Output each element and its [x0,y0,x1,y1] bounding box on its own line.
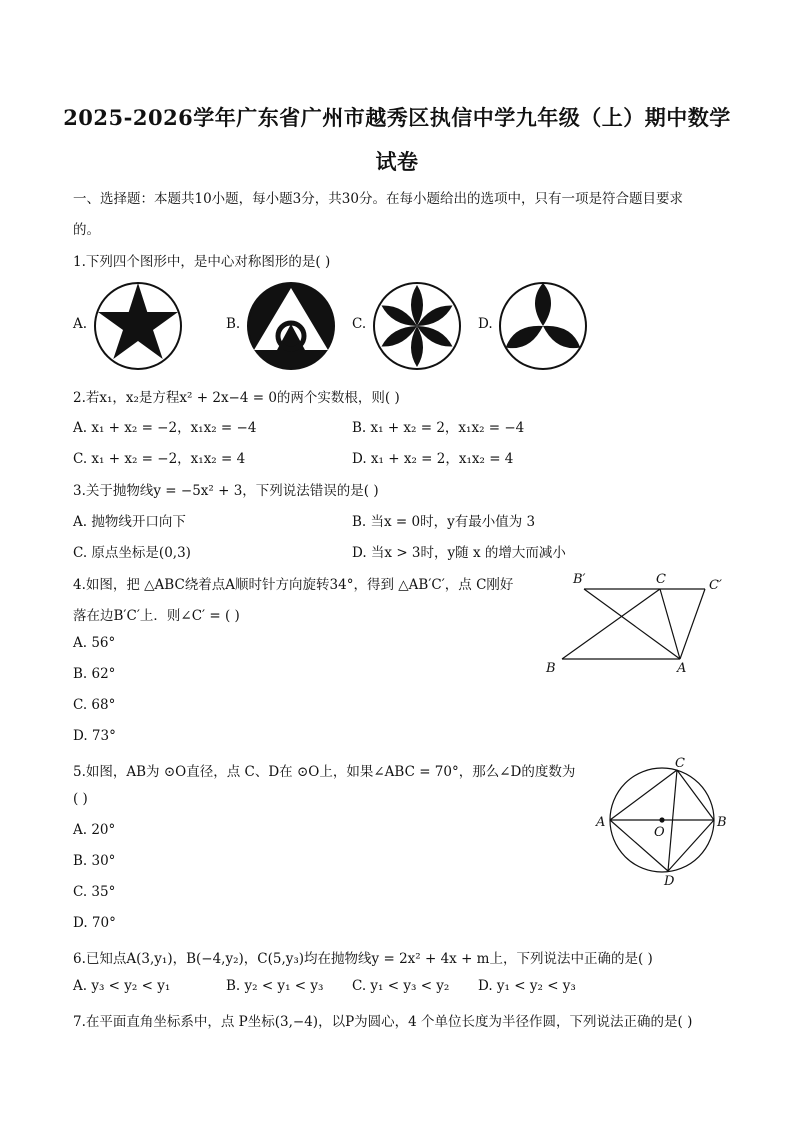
question-2-stem: 2.若x₁，x₂是方程x² + 2x−4 = 0的两个实数根，则( ) [73,390,400,406]
q4-label-b: B [546,661,556,676]
q5-label-a: A [596,815,606,830]
q1-figure-a-star-in-circle [92,280,184,372]
q5-label-b: B [717,815,727,830]
q4-option-a: A. 56° [73,635,116,651]
q1-figure-c-six-petal-flower [371,280,463,372]
q4-rotation-figure [540,566,740,678]
q4-label-c: C [656,572,666,587]
section-instructions-cont: 的。 [73,222,100,238]
q5-option-a: A. 20° [73,822,116,838]
q2-option-a: A. x₁ + x₂ = −2，x₁x₂ = −4 [73,420,257,436]
q1-option-d-label: D. [478,316,493,332]
q6-option-d: D. y₁ < y₂ < y₃ [478,978,576,994]
q3-option-c: C. 原点坐标是(0,3) [73,545,191,561]
question-3-stem: 3.关于抛物线y = −5x² + 3，下列说法错误的是( ) [73,483,379,499]
question-7-stem: 7.在平面直角坐标系中，点 P坐标(3,−4)，以P为圆心，4 个单位长度为半径作圆，下列说法正确的是( ) [73,1014,693,1030]
q4-option-c: C. 68° [73,697,116,713]
q5-circle-figure [590,754,736,890]
q4-option-d: D. 73° [73,728,116,744]
question-5-stem: 5.如图，AB为 ⊙O直径，点 C、D在 ⊙O上，如果∠ABC = 70°，那么∠D的度数为 [73,764,576,780]
question-5-stem-cont: ( ) [73,791,88,807]
q4-option-b: B. 62° [73,666,116,682]
q6-option-b: B. y₂ < y₁ < y₃ [226,978,324,994]
q5-option-b: B. 30° [73,853,116,869]
question-4-stem-cont: 落在边B′C′上．则∠C′ = ( ) [73,608,240,624]
question-6-stem: 6.已知点A(3,y₁)，B(−4,y₂)，C(5,y₃)均在抛物线y = 2x² + 4x + m上，下列说法中正确的是( ) [73,951,653,967]
q4-label-c-prime: C′ [709,578,722,593]
q5-label-o: O [654,825,665,840]
question-1-stem: 1.下列四个图形中，是中心对称图形的是( ) [73,254,331,270]
q3-option-d: D. 当x > 3时，y随 x 的增大而减小 [352,545,566,561]
q3-option-b: B. 当x = 0时，y有最小值为 3 [352,514,536,530]
q4-label-b-prime: B′ [573,572,586,587]
q5-label-d: D [664,874,675,889]
q6-option-c: C. y₁ < y₃ < y₂ [352,978,450,994]
q3-option-a: A. 抛物线开口向下 [73,514,186,530]
q5-label-c: C [675,756,685,771]
section-instructions: 一、选择题：本题共10小题，每小题3分，共30分。在每小题给出的选项中，只有一项是符合题目要求 [73,191,683,207]
question-4-stem: 4.如图，把 △ABC绕着点A顺时针方向旋转34°，得到 △AB′C′，点 C刚好 [73,577,514,593]
q1-option-b-label: B. [226,316,241,332]
q1-figure-d-three-petal [497,280,589,372]
q1-figure-b-triangle-in-circle [245,280,337,372]
q4-label-a: A [677,661,687,676]
q2-option-b: B. x₁ + x₂ = 2，x₁x₂ = −4 [352,420,525,436]
q2-option-c: C. x₁ + x₂ = −2，x₁x₂ = 4 [73,451,246,467]
q1-option-a-label: A. [73,316,88,332]
q5-option-d: D. 70° [73,915,116,931]
page-title: 2025-2026学年广东省广州市越秀区执信中学九年级（上）期中数学 [63,105,731,130]
q1-option-c-label: C. [352,316,367,332]
page-title-line2: 试卷 [375,149,419,174]
q2-option-d: D. x₁ + x₂ = 2，x₁x₂ = 4 [352,451,514,467]
q6-option-a: A. y₃ < y₂ < y₁ [73,978,171,994]
q5-option-c: C. 35° [73,884,116,900]
